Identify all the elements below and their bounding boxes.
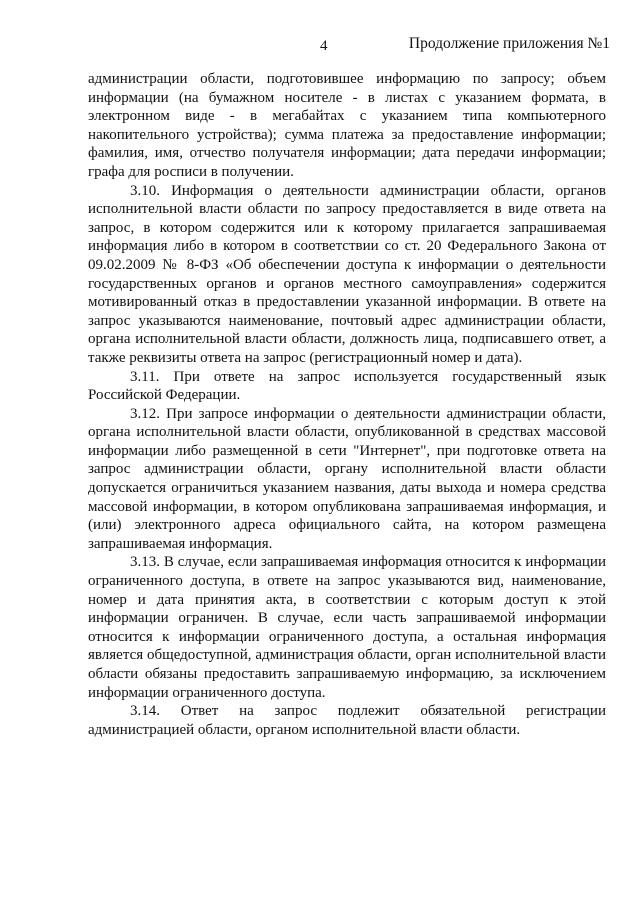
paragraph-continuation: администрации области, подготовившее информацию по запросу; объем информации (на бумажном носителе - в листах с указанием формата, в электронном виде - в мегабайтах с указанием типа компьютерного накопительного устройства); сумма платежа за предоставление информации; фамилия, имя, отчество получателя информации; дата передачи информации; графа для росписи в получении. (88, 71, 606, 180)
paragraph-3-11: 3.11. При ответе на запрос используется государственный язык Российской Федерации. (88, 368, 606, 404)
paragraph-3-12: 3.12. При запросе информации о деятельности администрации области, органа исполнительной власти области, опубликованной в средствах массовой информации либо размещенной в сети "Интернет", при подготовке ответа на запрос администрации области, органу исполнительной власти области допускается ограничиться указанием названия, даты выхода и номера средства массовой информации, в котором опубликована запрашиваемая информация, и (или) электронного адреса официального сайта, на котором размещена запрашиваемая информация. (88, 405, 606, 552)
document-body (88, 70, 606, 739)
paragraph-3-10: 3.10. Информация о деятельности администрации области, органов исполнительной власти области по запросу предоставляется в виде ответа на запрос, в котором содержится или к которому прилагается запрашиваемая информация либо в котором в соответствии со ст. 20 Федерального Закона от 09.02.2009 № 8-ФЗ «Об обеспечении доступа к информации о деятельности государственных органов и органов местного самоуправления» содержится мотивированный отказ в предоставлении указанной информации. В ответе на запрос указываются наименование, почтовый адрес администрации области, органа исполнительной власти области, должность лица, подписавшего ответ, а также реквизиты ответа на запрос (регистрационный номер и дата). (88, 182, 606, 366)
page-number: 4 (320, 38, 328, 54)
paragraph-3-13: 3.13. В случае, если запрашиваемая информация относится к информации ограниченного доступа, в ответе на запрос указываются вид, наименование, номер и дата принятия акта, в соответствии с которым доступ к этой информации ограничен. В случае, если часть запрашиваемой информации относится к информации ограниченного доступа, а остальная информация является общедоступной, администрация области, орган исполнительной власти области обязаны предоставить запрашиваемую информацию, за исключением информации ограниченного доступа. (88, 554, 606, 701)
appendix-continuation-note: Продолжение приложения №1 (408, 35, 610, 52)
paragraph-3-14: 3.14. Ответ на запрос подлежит обязательной регистрации администрацией области, органом исполнительной власти области. (88, 703, 606, 738)
